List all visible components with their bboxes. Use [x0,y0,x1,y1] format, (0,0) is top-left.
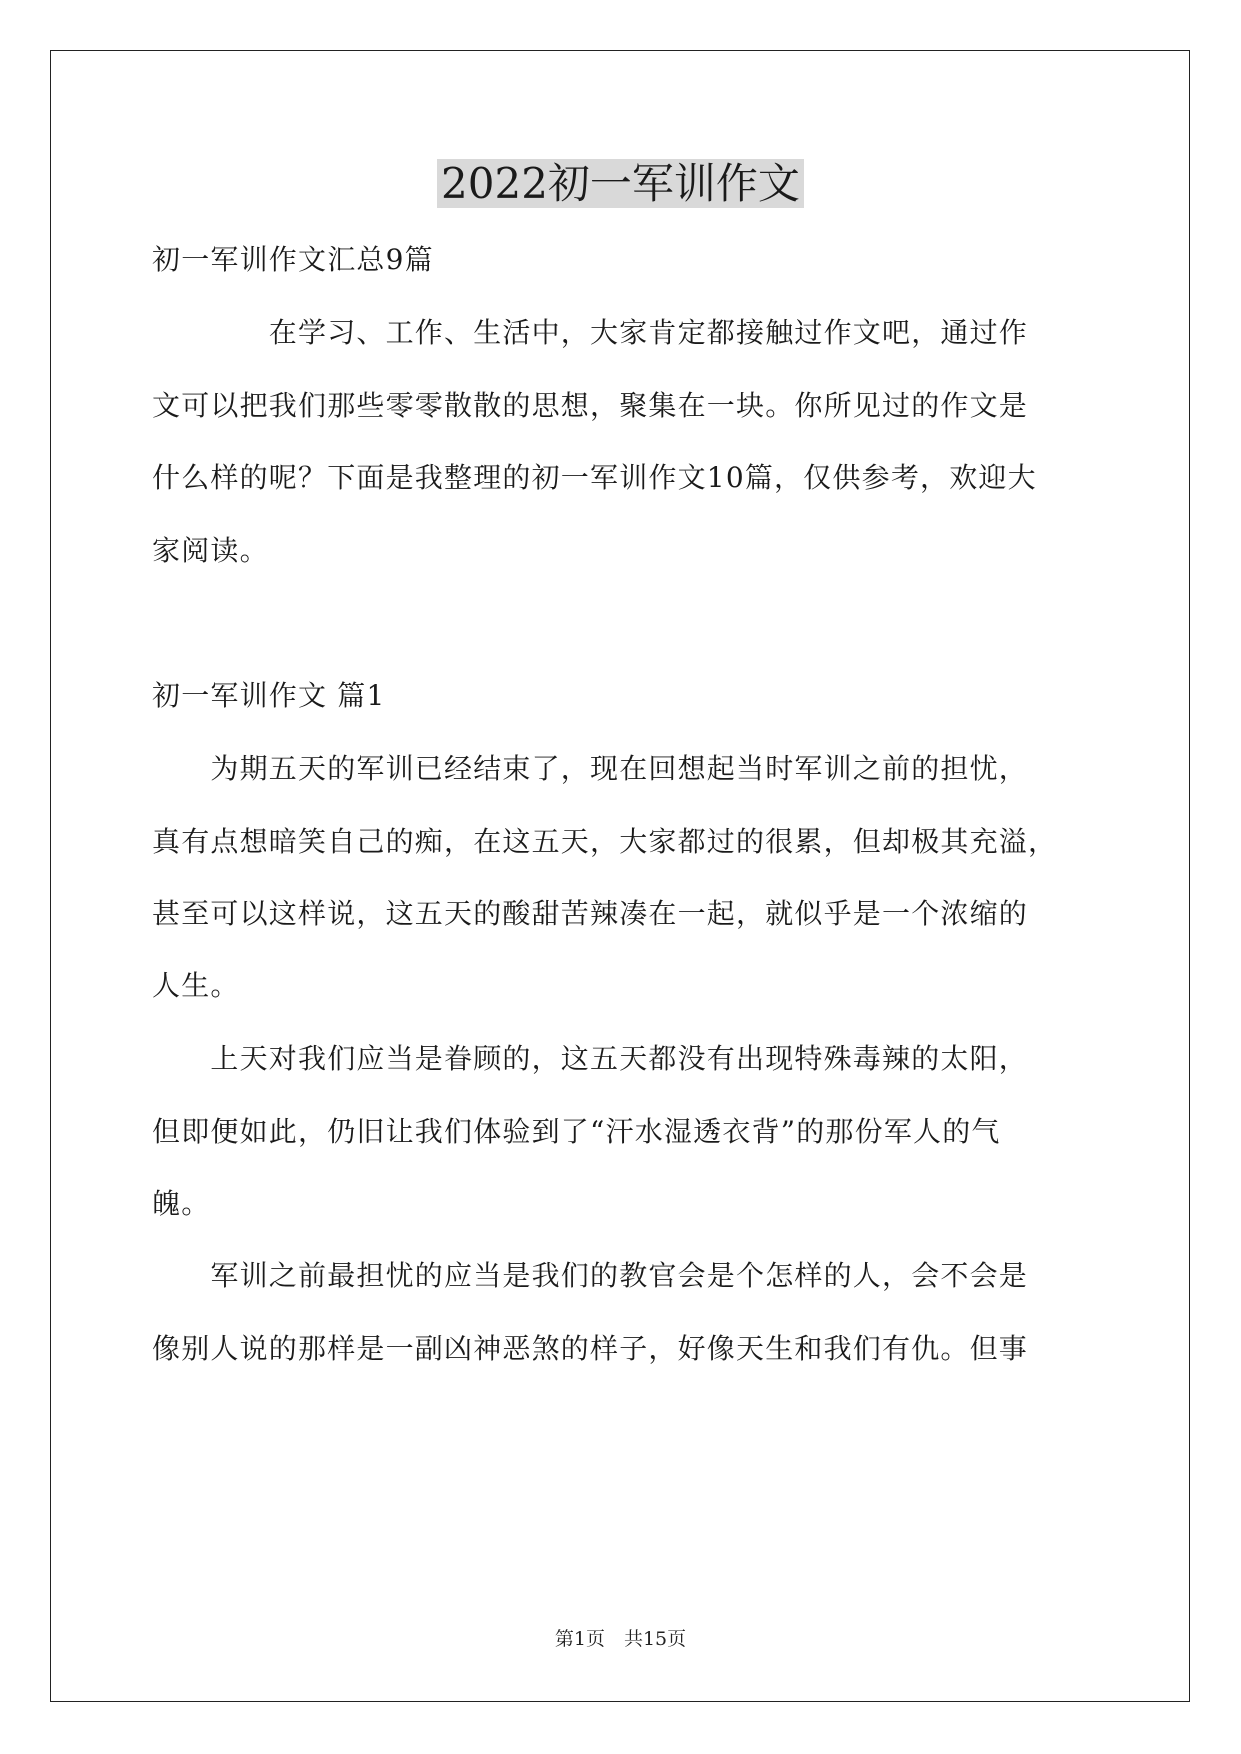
page-border [50,50,1190,1702]
section-heading: 初一军训作文 篇1 [152,679,386,712]
intro-line: 什么样的呢？下面是我整理的初一军训作文10篇，仅供参考，欢迎大 [152,461,1037,494]
body-line: 军训之前最担忧的应当是我们的教官会是个怎样的人，会不会是 [152,1259,1029,1292]
body-line: 真有点想暗笑自己的痴，在这五天，大家都过的很累，但却极其充溢， [152,825,1058,858]
body-line: 但即便如此，仍旧让我们体验到了“汗水湿透衣背”的那份军人的气 [152,1115,1001,1148]
document-title-text: 2022初一军训作文 [437,159,804,208]
body-line: 甚至可以这样说，这五天的酸甜苦辣凑在一起，就似乎是一个浓缩的 [152,897,1029,930]
document-title [0,154,1241,214]
intro-line: 文可以把我们那些零零散散的思想，聚集在一块。你所见过的作文是 [152,389,1029,422]
page-footer: 第1页 共15页 [554,1628,687,1650]
body-line: 上天对我们应当是眷顾的，这五天都没有出现特殊毒辣的太阳， [152,1042,1029,1075]
intro-line: 家阅读。 [152,534,269,567]
body-line: 魄。 [152,1187,211,1220]
intro-line: 在学习、工作、生活中，大家肯定都接触过作文吧，通过作 [152,316,1029,349]
body-line: 像别人说的那样是一副凶神恶煞的样子，好像天生和我们有仇。但事 [152,1332,1029,1365]
body-line: 人生。 [152,969,240,1002]
body-line: 为期五天的军训已经结束了，现在回想起当时军训之前的担忧， [152,752,1029,785]
document-subtitle: 初一军训作文汇总9篇 [152,243,434,276]
